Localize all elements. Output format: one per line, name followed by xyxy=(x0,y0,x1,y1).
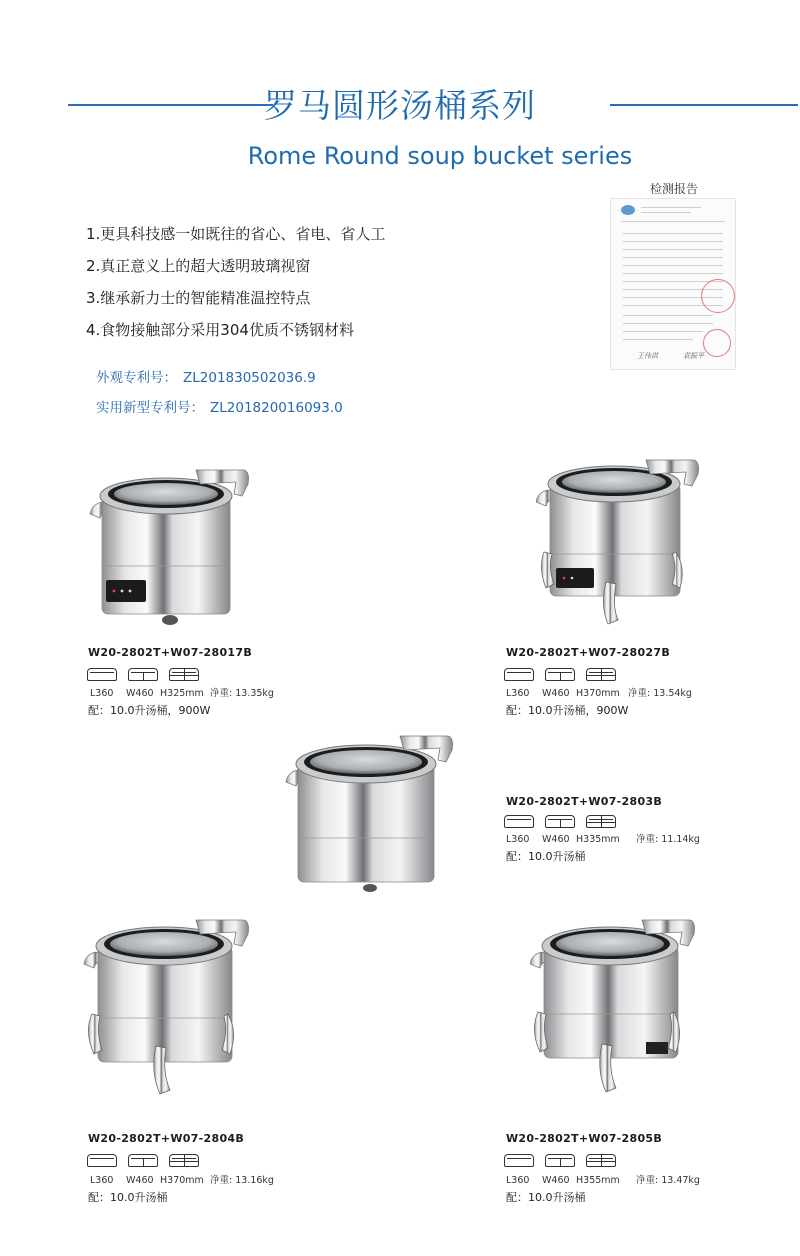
quarter-pan-icon xyxy=(586,1154,616,1167)
product-image-2804b xyxy=(82,914,252,1104)
product-model: W20-2802T+W07-2805B xyxy=(506,1132,663,1145)
report-stamp-icon xyxy=(701,279,735,313)
product-config: 配：10.0升汤桶 xyxy=(506,850,586,863)
product-config: 配：10.0升汤桶，900W xyxy=(506,704,629,717)
product-image-28017b xyxy=(84,462,254,632)
product-image-2805b xyxy=(530,914,700,1104)
test-report-image xyxy=(610,198,736,370)
product-weight: 净重: 13.16kg xyxy=(210,1175,274,1186)
full-pan-icon xyxy=(504,815,534,828)
product-weight: 净重: 11.14kg xyxy=(636,834,700,845)
product-dimensions: L360 W460 H335mm xyxy=(506,834,620,845)
pan-config-icons xyxy=(504,1154,616,1167)
full-pan-icon xyxy=(504,668,534,681)
pan-config-icons xyxy=(504,815,616,828)
patent-number: ZL201830502036.9 xyxy=(183,370,316,386)
patent-number: ZL201820016093.0 xyxy=(210,400,343,416)
feature-list xyxy=(86,218,385,346)
feature-item: 2.真正意义上的超大透明玻璃视窗 xyxy=(86,257,311,275)
product-weight: 净重: 13.54kg xyxy=(628,688,692,699)
patent-label: 外观专利号： xyxy=(96,370,177,386)
patent-utility xyxy=(96,398,349,418)
patent-label: 实用新型专利号： xyxy=(96,400,204,416)
pan-config-icons xyxy=(87,668,199,681)
product-config: 配：10.0升汤桶 xyxy=(88,1191,168,1204)
half-pan-icon xyxy=(128,1154,158,1167)
product-image-2803b xyxy=(282,730,454,900)
feature-item: 3.继承新力士的智能精准温控特点 xyxy=(86,289,311,307)
half-pan-icon xyxy=(545,815,575,828)
product-weight: 净重: 13.35kg xyxy=(210,688,274,699)
pan-config-icons xyxy=(87,1154,199,1167)
product-model: W20-2802T+W07-28017B xyxy=(88,646,253,659)
full-pan-icon xyxy=(87,1154,117,1167)
product-config: 配：10.0升汤桶 xyxy=(506,1191,586,1204)
report-stamp-icon xyxy=(703,329,731,357)
product-dimensions: L360 W460 H370mm xyxy=(90,1175,204,1186)
report-logo-icon xyxy=(621,205,635,215)
page-title-en: Rome Round soup bucket series xyxy=(247,142,633,170)
product-model: W20-2802T+W07-2804B xyxy=(88,1132,245,1145)
product-weight: 净重: 13.47kg xyxy=(636,1175,700,1186)
quarter-pan-icon xyxy=(169,1154,199,1167)
product-model: W20-2802T+W07-28027B xyxy=(506,646,671,659)
half-pan-icon xyxy=(545,668,575,681)
page-title-cn: 罗马圆形汤桶系列 xyxy=(264,86,536,125)
product-image-28027b xyxy=(536,456,706,636)
half-pan-icon xyxy=(545,1154,575,1167)
quarter-pan-icon xyxy=(586,815,616,828)
full-pan-icon xyxy=(87,668,117,681)
quarter-pan-icon xyxy=(169,668,199,681)
product-model: W20-2802T+W07-2803B xyxy=(506,795,663,808)
report-signature: 王伟洪 xyxy=(637,352,658,360)
product-config: 配：10.0升汤桶，900W xyxy=(88,704,211,717)
full-pan-icon xyxy=(504,1154,534,1167)
patent-design xyxy=(96,368,322,388)
pan-config-icons xyxy=(504,668,616,681)
feature-item: 4.食物接触部分采用304优质不锈钢材料 xyxy=(86,321,354,339)
feature-item: 1.更具科技感一如既往的省心、省电、省人工 xyxy=(86,225,386,243)
product-dimensions: L360 W460 H355mm xyxy=(506,1175,620,1186)
half-pan-icon xyxy=(128,668,158,681)
product-dimensions: L360 W460 H370mm xyxy=(506,688,620,699)
report-label: 检测报告 xyxy=(650,182,699,196)
report-signature: 袁振平 xyxy=(683,352,704,360)
product-dimensions: L360 W460 H325mm xyxy=(90,688,204,699)
quarter-pan-icon xyxy=(586,668,616,681)
